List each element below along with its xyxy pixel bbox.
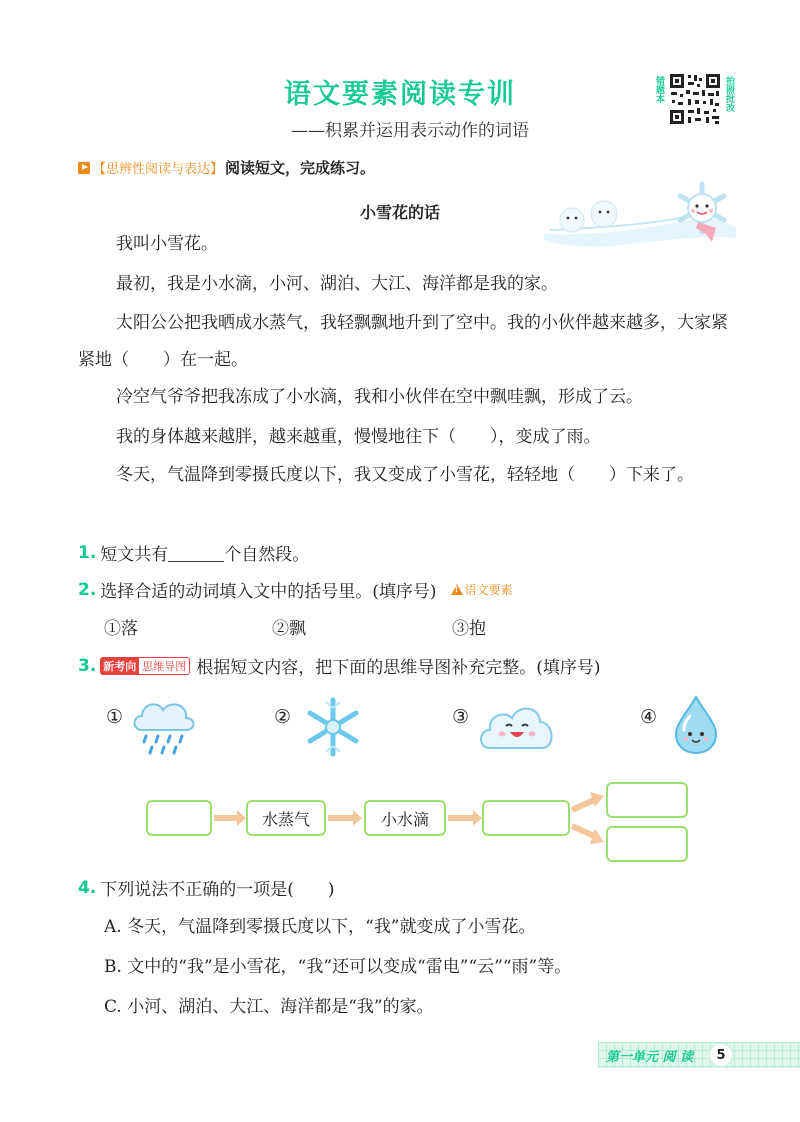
story-paragraph: 太阳公公把我晒成水蒸气，我轻飘飘地升到了空中。我的小伙伴越来越多，大家紧紧地（ ）在一起。: [78, 313, 728, 370]
option-2: ②飘: [272, 619, 306, 639]
picture-label: ④: [640, 706, 658, 728]
new-direction-tag: [100, 657, 190, 675]
story-paragraph: 我叫小雪花。: [116, 234, 218, 254]
footer-unit: 第一单元 阅 读: [606, 1050, 694, 1065]
question-3: [78, 653, 601, 678]
page-subtitle: ——积累并运用表示动作的词语: [291, 121, 529, 141]
snowflake-icon: [302, 696, 364, 758]
question-4-text: 下列说法不正确的一项是( ): [100, 880, 335, 900]
option-3: ③抱: [452, 619, 486, 639]
badge-label: 语文要素: [464, 583, 513, 597]
story-paragraph: 冬天，气温降到零摄氏度以下，我又变成了小雪花，轻轻地（ ）下来了。: [116, 465, 694, 485]
picture-label: ③: [452, 706, 470, 728]
picture-label: ②: [274, 706, 292, 728]
option-1: ①落: [104, 619, 138, 639]
play-icon: [78, 162, 90, 174]
choice-b[interactable]: B. 文中的“我”是小雪花，“我”还可以变成“雷电”“云”“雨”等。: [104, 957, 572, 977]
warning-icon: [451, 584, 463, 595]
story-title: 小雪花的话: [359, 203, 440, 222]
water-drop-icon: [672, 694, 720, 756]
qr-code-icon[interactable]: [668, 72, 722, 126]
flow-box-3: 小水滴: [364, 800, 446, 836]
flow-box-4[interactable]: [482, 800, 570, 836]
rain-cloud-icon: [130, 696, 196, 758]
section-heading: [78, 157, 375, 178]
tag-new: 新考向: [100, 657, 139, 675]
flow-box-2: 水蒸气: [246, 800, 326, 836]
question-number: 3.: [78, 655, 97, 676]
question-1: [78, 540, 309, 565]
arrow-right-icon: [214, 815, 238, 821]
choice-a[interactable]: A. 冬天，气温降到零摄氏度以下，“我”就变成了小雪花。: [104, 917, 536, 937]
question-4: [78, 875, 335, 900]
tag-mindmap: 思维导图: [139, 657, 190, 675]
choice-c[interactable]: C. 小河、湖泊、大江、海洋都是“我”的家。: [104, 997, 434, 1017]
question-1-text-after: 个自然段。: [224, 545, 310, 565]
page-title: 语文要素阅读专训: [284, 79, 516, 110]
answer-blank[interactable]: [168, 543, 224, 562]
question-1-text-before: 短文共有: [100, 545, 169, 565]
qr-left-label: 错题本: [654, 76, 664, 103]
story-paragraph: 我的身体越来越胖，越来越重，慢慢地往下（ ），变成了雨。: [116, 427, 601, 447]
language-element-badge: [451, 581, 513, 598]
question-number: 2.: [78, 579, 97, 600]
section-instruction: 阅读短文，完成练习。: [225, 159, 376, 177]
page-number: 5: [709, 1043, 733, 1067]
branch-arrows-icon: [570, 788, 604, 850]
question-3-text: 根据短文内容，把下面的思维导图补充完整。(填序号): [196, 658, 601, 678]
section-tag: 【思辨性阅读与表达】: [93, 162, 224, 177]
arrow-right-icon: [448, 815, 474, 821]
flow-box-5[interactable]: [606, 782, 688, 818]
question-2: [78, 577, 513, 602]
smiling-cloud-icon: [476, 698, 558, 756]
arrow-right-icon: [328, 815, 354, 821]
question-number: 1.: [78, 542, 97, 563]
picture-label: ①: [106, 706, 124, 728]
story-paragraph: 最初，我是小水滴，小河、湖泊、大江、海洋都是我的家。: [116, 274, 558, 294]
flow-box-1[interactable]: [146, 800, 212, 836]
flow-box-6[interactable]: [606, 826, 688, 862]
story-paragraph: 冷空气爷爷把我冻成了小水滴，我和小伙伴在空中飘哇飘，形成了云。: [116, 387, 643, 407]
question-2-text: 选择合适的动词填入文中的括号里。(填序号): [100, 582, 437, 602]
question-number: 4.: [78, 877, 97, 898]
qr-right-label: 拍照批改: [724, 76, 734, 112]
